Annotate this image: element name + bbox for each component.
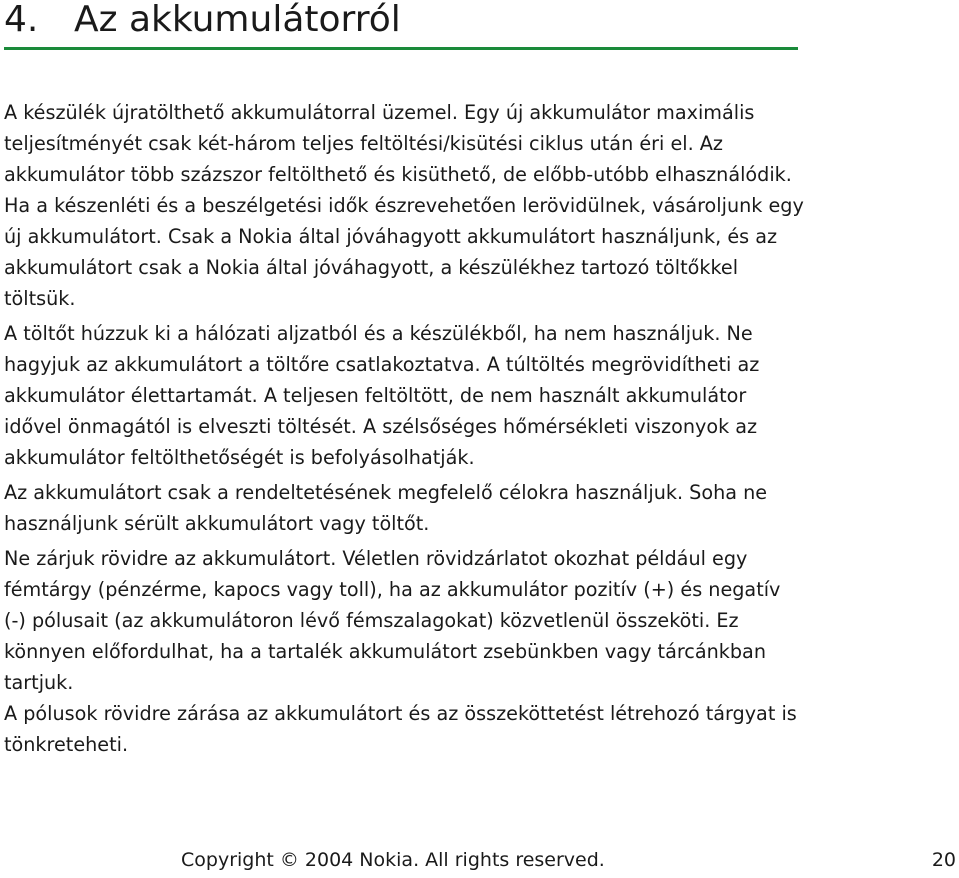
chapter-title: Az akkumulátorról (74, 0, 401, 40)
chapter-number: 4. (4, 0, 39, 40)
paragraph-charger-usage: A töltőt húzzuk ki a hálózati aljzatból és a készülékből, ha nem használjuk. Ne hagyjuk az akkumulátort a töltőre csatlakoztatva. A túltöltés megrövidítheti az akkumulátor élettartamát. A teljesen feltöltött, de nem használt akkumulátor idővel önmagától is elveszti töltését. A szélsőséges hőmérsékleti viszonyok az akkumulátor feltölthetőségét is befolyásolhatják. (4, 322, 760, 469)
copyright-notice: Copyright © 2004 Nokia. All rights reserved. (181, 849, 605, 871)
document-body (4, 97, 804, 764)
page-title (4, 0, 401, 42)
page-number: 20 (931, 849, 956, 871)
paragraph-short-circuit-damage: A pólusok rövidre zárása az akkumulátort és az összeköttetést létrehozó tárgyat is tönkreteheti. (4, 702, 797, 756)
page-footer (0, 845, 959, 875)
paragraph-battery-intro: A készülék újratölthető akkumulátorral üzemel. Egy új akkumulátor maximális teljesítményét csak két-három teljes feltöltési/kisütési ciklus után éri el. Az akkumulátor több százszor feltölthető és kisüthető, de előbb-utóbb elhasználódik. Ha a készenléti és a beszélgetési idők észrevehetően lerövidülnek, vásároljunk egy új akkumulátort. Csak a Nokia által jóváhagyott akkumulátort használjunk, és az akkumulátort csak a Nokia által jóváhagyott, a készülékhez tartozó töltőkkel töltsük. (4, 101, 804, 310)
paragraph-intended-use: Az akkumulátort csak a rendeltetésének megfelelő célokra használjuk. Soha ne használjunk sérült akkumulátort vagy töltőt. (4, 481, 768, 535)
paragraph-short-circuit: Ne zárjuk rövidre az akkumulátort. Véletlen rövidzárlatot okozhat például egy fémtárgy (pénzérme, kapocs vagy toll), ha az akkumulátor pozitív (+) és negatív (-) pólusait (az akkumulátoron lévő fémszalagokat) közvetlenül összeköti. Ez könnyen előfordulhat, ha a tartalék akkumulátort zsebünkben vagy tárcánkban tartjuk. (4, 547, 781, 694)
title-divider (4, 47, 798, 50)
